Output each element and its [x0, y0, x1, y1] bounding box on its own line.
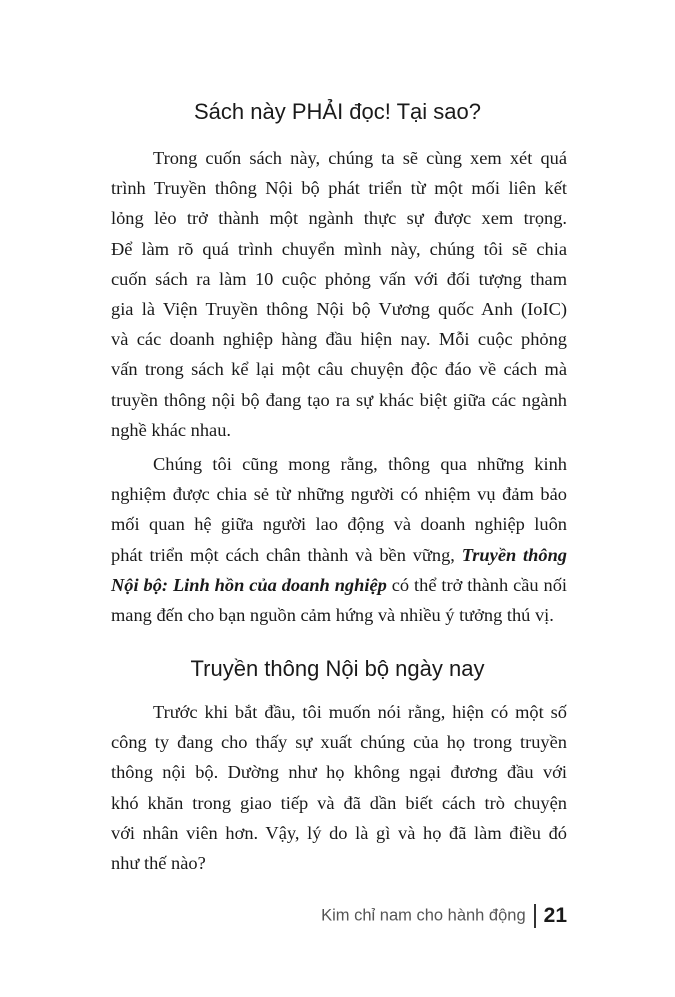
text-line: khó khăn trong giao tiếp và đã dần biết cách trò chuyện	[111, 792, 567, 813]
text-line: nghiệm được chia sẻ từ những người có nhiệm vụ đảm bảo	[111, 484, 567, 505]
series-title: Kim chỉ nam cho hành động	[321, 906, 526, 925]
text-line	[111, 570, 567, 600]
text-line: với nhân viên hơn. Vậy, lý do là gì và họ đã làm điều đó	[111, 822, 567, 843]
section-heading-why-read: Sách này PHẢI đọc! Tại sao?	[194, 99, 481, 124]
text-line: nghề khác nhau.	[111, 419, 232, 440]
text-run: phát triển một cách chân thành và bền vững,	[111, 544, 462, 565]
text-line: cuốn sách ra làm 10 cuộc phỏng vấn với đối tượng tham	[111, 268, 567, 289]
text-line: vấn trong sách kể lại một câu chuyện độc đáo về cách mà	[111, 359, 567, 380]
book-title-part1: Truyền thông	[461, 544, 567, 565]
text-line: lỏng lẻo trở thành một ngành thực sự được xem trọng.	[111, 208, 567, 229]
text-line: Để làm rõ quá trình chuyển mình này, chúng tôi sẽ chia	[111, 238, 567, 259]
book-title-part2: Nội bộ: Linh hồn của doanh nghiệp	[111, 574, 387, 595]
text-line: mối quan hệ giữa người lao động và doanh nghiệp luôn	[111, 514, 567, 535]
text-line: như thế nào?	[111, 853, 206, 874]
paragraph-book-hope	[111, 449, 567, 630]
text-line: Trước khi bắt đầu, tôi muốn nói rằng, hiện có một số	[153, 702, 567, 722]
text-line: trình Truyền thông Nội bộ phát triển từ một mối liên kết	[111, 178, 567, 199]
text-run: có thể trở thành cầu nối	[386, 574, 568, 595]
text-line: truyền thông nội bộ đang tạo ra sự khác biệt giữa các ngành	[111, 389, 567, 410]
text-line: Chúng tôi cũng mong rằng, thông qua những kinh	[153, 454, 567, 474]
paragraph-book-overview	[111, 143, 567, 445]
footer-divider	[534, 904, 536, 928]
text-line: mang đến cho bạn nguồn cảm hứng và nhiều ý tưởng thú vị.	[111, 605, 554, 626]
page-number: 21	[543, 904, 567, 927]
page-footer	[0, 904, 567, 928]
paragraph-internal-comms-today	[111, 697, 567, 878]
section-heading-internal-comms-today: Truyền thông Nội bộ ngày nay	[190, 656, 485, 681]
text-line: gia là Viện Truyền thông Nội bộ Vương quốc Anh (IoIC)	[111, 299, 567, 320]
text-line: thông nội bộ. Dường như họ không ngại đương đầu với	[111, 762, 567, 783]
text-line	[111, 540, 567, 570]
text-line: và các doanh nghiệp hàng đầu hiện nay. Mỗi cuộc phỏng	[111, 329, 567, 350]
text-line: công ty đang cho thấy sự xuất chúng của họ trong truyền	[111, 732, 567, 753]
text-line: Trong cuốn sách này, chúng ta sẽ cùng xem xét quá	[153, 148, 567, 168]
